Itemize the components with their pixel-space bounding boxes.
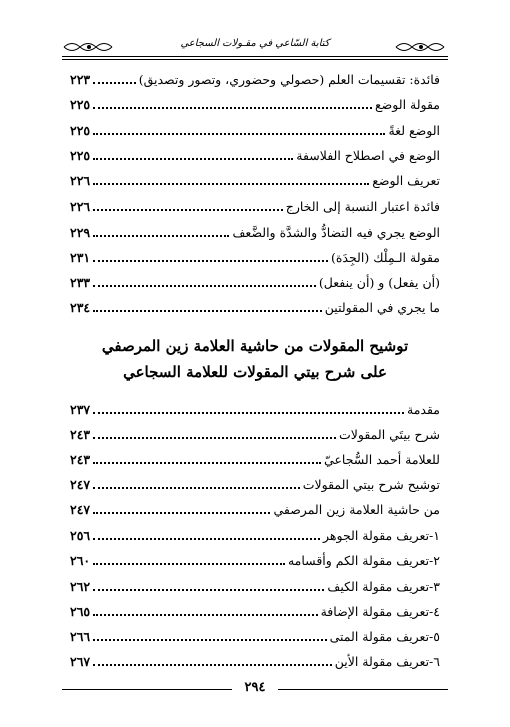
section-heading-line-1: توشيح المقولات من حاشية العلامة زين المرصفي: [101, 337, 409, 355]
toc-entry-page: ٢٦٠: [70, 553, 91, 568]
toc-entry[interactable]: [70, 142, 440, 164]
toc-entry[interactable]: [70, 522, 440, 544]
leader-dots: [93, 538, 320, 540]
toc-entry[interactable]: [70, 598, 440, 620]
toc-entry-title: مقولة الـمِلْك (الجِدَة): [331, 250, 440, 265]
toc-entry-title: (أن يفعل) و (أن ينفعل): [318, 275, 440, 290]
header-rule: [62, 56, 448, 57]
toc-entry[interactable]: [70, 623, 440, 645]
leader-dots: [93, 285, 316, 287]
toc-entry-page: ٢٦٧: [70, 654, 91, 669]
leader-dots: [93, 412, 404, 414]
toc-entry-title: فائدة اعتبار النسبة إلى الخارج: [285, 199, 440, 214]
toc-entry-page: ٢٦٢: [70, 579, 91, 594]
leader-dots: [93, 437, 336, 439]
leader-dots: [93, 158, 293, 160]
toc-entry[interactable]: [70, 396, 440, 418]
leader-dots: [93, 183, 369, 185]
page-footer: [62, 680, 448, 700]
toc-entry-page: ٢٢٥: [70, 123, 91, 138]
toc-entry[interactable]: [70, 547, 440, 569]
toc-entry[interactable]: [70, 496, 440, 518]
toc-entry-title: للعلامة أحمد السُّجاعيّ: [324, 452, 440, 467]
toc-entry-title: مقدمة: [407, 402, 440, 417]
toc-entry-page: ٢٤٣: [70, 427, 91, 442]
toc-entry[interactable]: [70, 573, 440, 595]
toc-entry[interactable]: [70, 471, 440, 493]
toc-entry-title: الوضع في اصطلاح الفلاسفة: [296, 148, 440, 163]
toc-entry[interactable]: [70, 269, 440, 291]
toc-entry-page: ٢٦٥: [70, 604, 91, 619]
toc-entry-title: ٥-تعريف مقولة المتى: [329, 629, 440, 644]
toc-entry-page: ٢٣٧: [70, 402, 91, 417]
toc-entry[interactable]: [70, 648, 440, 670]
toc-entry[interactable]: [70, 193, 440, 215]
toc-entry-title: الوضع لغةً: [388, 123, 440, 138]
leader-dots: [93, 614, 317, 616]
toc-entry-page: ٢٤٧: [70, 477, 91, 492]
toc-entry-title: توشيح شرح بيتي المقولات: [302, 477, 440, 492]
leader-dots: [93, 235, 229, 237]
leader-dots: [93, 310, 322, 312]
toc-entry[interactable]: [70, 219, 440, 241]
toc-entry-title: فائدة: تقسيمات العلم (حصولي وحضوري، وتصور وتصديق): [138, 72, 440, 87]
toc-entry-page: ٢٣٤: [70, 300, 91, 315]
toc-entry-page: ٢٦٦: [70, 629, 91, 644]
leader-dots: [93, 209, 283, 211]
toc-entry-page: ٢٣٣: [70, 275, 91, 290]
toc-entry[interactable]: [70, 167, 440, 189]
toc-entry[interactable]: [70, 66, 440, 88]
leader-dots: [93, 664, 332, 666]
leader-dots: [93, 563, 285, 565]
section-heading-line-2: على شرح بيتي المقولات للعلامة السجاعي: [123, 363, 387, 381]
toc-entry-page: ٢٢٦: [70, 173, 91, 188]
toc-entry[interactable]: [70, 446, 440, 468]
toc-entry-title: ٢-تعريف مقولة الكم وأقسامه: [287, 553, 440, 568]
toc-entry-page: ٢٢٦: [70, 199, 91, 214]
toc-entry-title: شرح بيتَي المقولات: [338, 427, 440, 442]
header-rule-double: [62, 59, 448, 60]
leader-dots: [93, 260, 328, 262]
header-ornament-left-icon: [62, 40, 116, 54]
toc-entry-page: ٢٢٥: [70, 148, 91, 163]
toc-entry-title: تعريف الوضع: [372, 173, 440, 188]
toc-entry-title: مقولة الوضع: [375, 97, 440, 112]
leader-dots: [93, 133, 385, 135]
toc-entry[interactable]: [70, 91, 440, 113]
toc-entry-page: ٢٤٧: [70, 502, 91, 517]
page-header: [62, 34, 448, 64]
leader-dots: [93, 639, 326, 641]
toc-entry[interactable]: [70, 244, 440, 266]
footer-rule-left: [62, 689, 232, 690]
running-title: كتابة السّاعي في مقـولات السجاعي: [180, 38, 330, 49]
leader-dots: [93, 512, 270, 514]
toc-entry[interactable]: [70, 421, 440, 443]
leader-dots: [93, 82, 136, 84]
toc-entry-title: ٣-تعريف مقولة الكيف: [327, 579, 440, 594]
toc-entry-title: ٤-تعريف مقولة الإضافة: [320, 604, 440, 619]
toc-entry-page: ٢٣١: [70, 250, 91, 265]
leader-dots: [93, 589, 324, 591]
toc-entry-page: ٢٥٦: [70, 528, 91, 543]
toc-entry-title: ٦-تعريف مقولة الأين: [334, 654, 440, 669]
toc-entry[interactable]: [70, 294, 440, 316]
toc-entry-page: ٢٢٥: [70, 97, 91, 112]
toc-entry-page: ٢٢٩: [70, 225, 91, 240]
toc-entry-title: من حاشية العلامة زين المرصفي: [273, 502, 440, 517]
leader-dots: [93, 107, 372, 109]
toc-entry-title: ما يجري في المقولتين: [324, 300, 440, 315]
leader-dots: [93, 462, 321, 464]
toc-entry-page: ٢٢٣: [70, 72, 91, 87]
page-number: ٢٩٤: [244, 680, 266, 695]
toc-entry-title: ١-تعريف مقولة الجوهر: [323, 528, 440, 543]
leader-dots: [93, 487, 300, 489]
toc-entry-page: ٢٤٣: [70, 452, 91, 467]
toc-entry-title: الوضع يجري فيه التضادُّ والشدَّة والضَّعف: [232, 225, 440, 240]
toc-entry[interactable]: [70, 117, 440, 139]
